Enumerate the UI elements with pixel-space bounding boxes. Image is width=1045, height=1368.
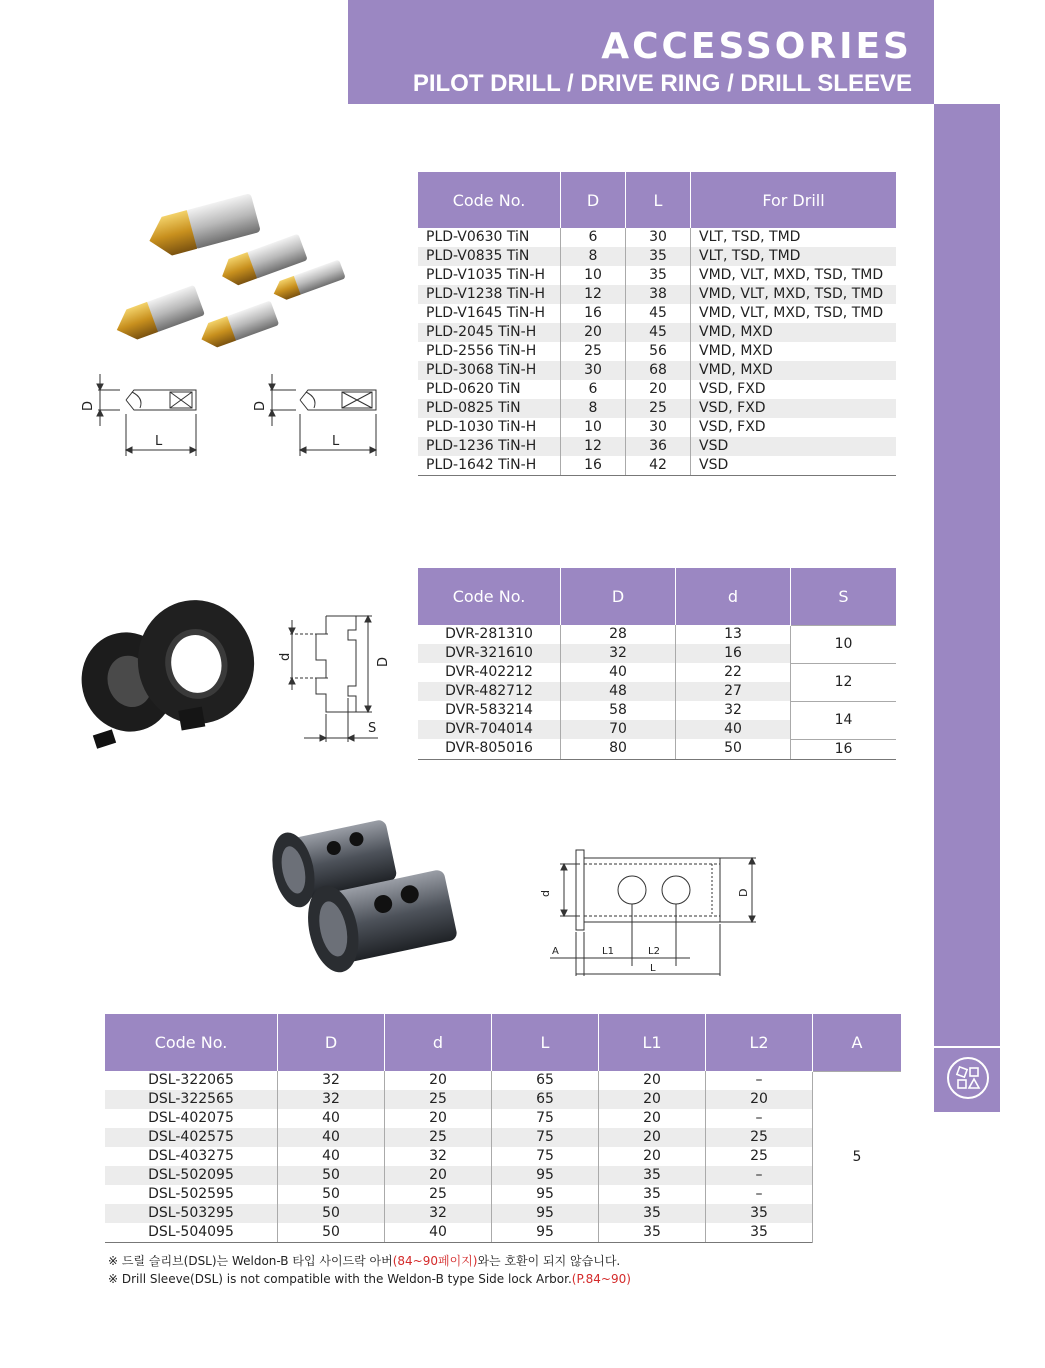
dim-label-l: L [650,963,656,974]
col-l2: L2 [706,1014,813,1071]
l-cell: 25 [626,399,691,418]
code-cell: DSL-322065 [148,1072,234,1088]
a-cell: 5 [813,1071,902,1243]
table-row [418,418,896,437]
for-drill-cell: VSD [691,456,897,476]
big-d-cell: 28 [561,625,676,644]
side-tab [934,104,1045,1112]
table-row [418,247,896,266]
page-header [348,0,934,104]
l-cell: 45 [626,323,691,342]
table-row [105,1147,901,1166]
l-cell: 95 [492,1204,599,1223]
l1-cell: 20 [599,1147,706,1166]
small-d-cell: 16 [676,644,791,663]
table-row [105,1128,901,1147]
code-cell: DSL-502595 [148,1186,234,1202]
code-cell: DSL-503295 [105,1204,278,1223]
d-cell: 8 [561,399,626,418]
l1-cell: 20 [599,1090,706,1109]
l-cell: 35 [626,247,691,266]
code-cell: PLD-V1645 TiN-H [426,305,545,321]
page-subtitle: PILOT DRILL / DRIVE RING / DRILL SLEEVE [412,70,912,97]
big-d-cell: 32 [561,644,676,663]
code-cell: PLD-0825 TiN [418,399,561,418]
l2-cell: – [706,1071,813,1090]
code-cell: PLD-1030 TiN-H [426,419,537,435]
drill-sleeve-table [105,1014,901,1243]
table-row [418,399,896,418]
l-cell: 36 [626,437,691,456]
l1-cell: 35 [599,1223,706,1243]
table-row [418,266,896,285]
l-cell: 45 [626,304,691,323]
big-d-cell: 50 [278,1204,385,1223]
code-cell: DVR-482712 [418,682,561,701]
table-row [105,1166,901,1185]
col-l: L [626,172,691,228]
drive-ring-photo [68,592,258,752]
dim-label-d1: D [81,400,96,411]
code-cell: DSL-403275 [148,1148,234,1164]
col-code: Code No. [418,172,561,228]
note-korean [108,1252,620,1269]
code-cell: PLD-1642 TiN-H [418,456,561,476]
small-d-cell: 32 [385,1147,492,1166]
small-d-cell: 40 [385,1223,492,1243]
dim-label-l2: L [332,434,340,449]
d-cell: 10 [561,266,626,285]
l1-cell: 20 [599,1109,706,1128]
small-d-cell: 22 [676,663,791,682]
pilot-drill-table [418,172,896,476]
code-cell: DSL-402575 [105,1128,278,1147]
l2-cell: 35 [706,1223,813,1243]
d-cell: 25 [561,342,626,361]
dim-label-l1: L1 [602,946,614,957]
for-drill-cell: VSD [691,437,897,456]
dim-label-sleeve-d: d [539,890,552,897]
col-l1: L1 [599,1014,706,1071]
s-cell: 16 [791,739,897,759]
note-english-ref: (P.84~90) [571,1272,631,1286]
col-code: Code No. [418,568,561,625]
for-drill-cell: VMD, VLT, MXD, TSD, TMD [691,285,897,304]
table-row [418,701,896,720]
code-cell: PLD-1236 TiN-H [418,437,561,456]
code-cell: DVR-402212 [445,664,533,680]
l2-cell: 35 [706,1204,813,1223]
d-cell: 6 [561,228,626,247]
for-drill-cell: VLT, TSD, TMD [691,228,897,247]
code-cell: PLD-V1035 TiN-H [426,267,545,283]
l-cell: 56 [626,342,691,361]
col-code: Code No. [105,1014,278,1071]
side-tab-divider [934,1046,1000,1048]
code-cell: PLD-2556 TiN-H [426,343,537,359]
l-cell: 30 [626,418,691,437]
dim-label-l2: L2 [648,946,660,957]
pilot-drill-photo [100,190,360,365]
table-row [418,739,896,759]
note-korean-text-end: 와는 호환이 되지 않습니다. [477,1254,621,1268]
col-s: S [791,568,897,625]
code-cell: PLD-V0835 TiN [418,247,561,266]
col-small-d: d [385,1014,492,1071]
l-cell: 68 [626,361,691,380]
col-d: D [561,172,626,228]
col-small-d: d [676,568,791,625]
d-cell: 16 [561,304,626,323]
l-cell: 38 [626,285,691,304]
table-row [418,342,896,361]
drill-sleeve-diagram [530,840,770,980]
big-d-cell: 58 [561,701,676,720]
table-row [418,228,896,247]
small-d-cell: 25 [385,1185,492,1204]
code-cell: PLD-2045 TiN-H [418,323,561,342]
for-drill-cell: VSD, FXD [691,380,897,399]
s-cell: 14 [791,701,897,739]
small-d-cell: 40 [676,720,791,739]
drill-sleeve-photo [258,822,488,992]
big-d-cell: 40 [278,1147,385,1166]
table-row [418,361,896,380]
col-l: L [492,1014,599,1071]
l-cell: 30 [626,228,691,247]
dim-label-d2: D [253,400,268,411]
big-d-cell: 32 [278,1090,385,1109]
table-row [105,1185,901,1204]
dim-label-small-d: d [278,652,293,661]
table-row [418,380,896,399]
l-cell: 42 [626,456,691,476]
big-d-cell: 80 [561,739,676,759]
pilot-drill-diagram [80,368,380,458]
l-cell: 65 [492,1071,599,1090]
small-d-cell: 32 [385,1204,492,1223]
l1-cell: 35 [599,1166,706,1185]
code-cell: DVR-281310 [445,626,533,642]
d-cell: 12 [561,437,626,456]
l2-cell: 20 [706,1090,813,1109]
code-cell: PLD-0620 TiN [426,381,521,397]
l1-cell: 20 [599,1071,706,1090]
code-cell: DSL-504095 [105,1223,278,1243]
for-drill-cell: VSD, FXD [691,399,897,418]
dim-label-big-d: D [376,656,391,667]
d-cell: 6 [561,380,626,399]
small-d-cell: 20 [385,1166,492,1185]
side-tab-label: ACCESSORIES [1020,782,1045,944]
for-drill-cell: VLT, TSD, TMD [691,247,897,266]
table-row [418,437,896,456]
for-drill-cell: VMD, MXD [691,361,897,380]
code-cell: DSL-402075 [148,1110,234,1126]
big-d-cell: 32 [278,1071,385,1090]
l-cell: 95 [492,1185,599,1204]
l2-cell: – [706,1109,813,1128]
big-d-cell: 50 [278,1166,385,1185]
d-cell: 12 [561,285,626,304]
inserts-icon [947,1057,989,1099]
dim-label-a: A [552,946,559,957]
d-cell: 8 [561,247,626,266]
big-d-cell: 48 [561,682,676,701]
code-cell: DVR-583214 [445,702,533,718]
for-drill-cell: VSD, FXD [691,418,897,437]
dim-label-sleeve-big-d: D [737,888,750,897]
s-cell: 12 [791,663,897,701]
col-for-drill: For Drill [691,172,897,228]
l2-cell: – [706,1185,813,1204]
small-d-cell: 25 [385,1128,492,1147]
code-cell: DVR-805016 [418,739,561,759]
table-row [418,323,896,342]
code-cell: DSL-502095 [105,1166,278,1185]
l2-cell: – [706,1166,813,1185]
l1-cell: 35 [599,1204,706,1223]
small-d-cell: 20 [385,1071,492,1090]
big-d-cell: 70 [561,720,676,739]
table-row [418,456,896,476]
for-drill-cell: VMD, VLT, MXD, TSD, TMD [691,266,897,285]
l2-cell: 25 [706,1147,813,1166]
big-d-cell: 40 [278,1128,385,1147]
dim-label-s: S [368,721,377,736]
table-row [418,285,896,304]
table-row [105,1204,901,1223]
col-big-d: D [278,1014,385,1071]
note-english-text: ※ Drill Sleeve(DSL) is not compatible with the Weldon-B type Side lock Arbor. [108,1272,572,1286]
table-row [418,663,896,682]
note-english [108,1272,631,1286]
l-cell: 95 [492,1223,599,1243]
table-row [418,304,896,323]
small-d-cell: 13 [676,625,791,644]
d-cell: 10 [561,418,626,437]
l-cell: 95 [492,1166,599,1185]
code-cell: PLD-V0630 TiN [426,229,530,245]
for-drill-cell: VMD, MXD [691,342,897,361]
table-row [105,1109,901,1128]
d-cell: 16 [561,456,626,476]
page-title: ACCESSORIES [601,26,912,67]
d-cell: 20 [561,323,626,342]
small-d-cell: 50 [676,739,791,759]
l-cell: 20 [626,380,691,399]
code-cell: DSL-322565 [105,1090,278,1109]
l1-cell: 20 [599,1128,706,1147]
table-row [105,1223,901,1243]
table-row [105,1090,901,1109]
l2-cell: 25 [706,1128,813,1147]
l1-cell: 35 [599,1185,706,1204]
small-d-cell: 27 [676,682,791,701]
l-cell: 35 [626,266,691,285]
code-cell: PLD-3068 TiN-H [418,361,561,380]
small-d-cell: 25 [385,1090,492,1109]
small-d-cell: 20 [385,1109,492,1128]
note-korean-ref: (84~90페이지) [392,1254,478,1268]
big-d-cell: 50 [278,1223,385,1243]
drive-ring-table [418,568,896,760]
l-cell: 75 [492,1109,599,1128]
col-big-d: D [561,568,676,625]
code-cell: PLD-V1238 TiN-H [418,285,561,304]
d-cell: 30 [561,361,626,380]
l-cell: 65 [492,1090,599,1109]
note-korean-text: ※ 드릴 슬리브(DSL)는 Weldon-B 타입 사이드락 아버 [108,1254,393,1268]
for-drill-cell: VMD, VLT, MXD, TSD, TMD [691,304,897,323]
table-row [105,1071,901,1090]
big-d-cell: 40 [278,1109,385,1128]
l-cell: 75 [492,1147,599,1166]
drive-ring-diagram [268,600,398,750]
for-drill-cell: VMD, MXD [691,323,897,342]
table-row [418,625,896,644]
col-a: A [813,1014,902,1071]
code-cell: DVR-321610 [418,644,561,663]
dim-label-l1: L [155,434,163,449]
s-cell: 10 [791,625,897,663]
small-d-cell: 32 [676,701,791,720]
big-d-cell: 40 [561,663,676,682]
code-cell: DVR-704014 [418,720,561,739]
l-cell: 75 [492,1128,599,1147]
big-d-cell: 50 [278,1185,385,1204]
